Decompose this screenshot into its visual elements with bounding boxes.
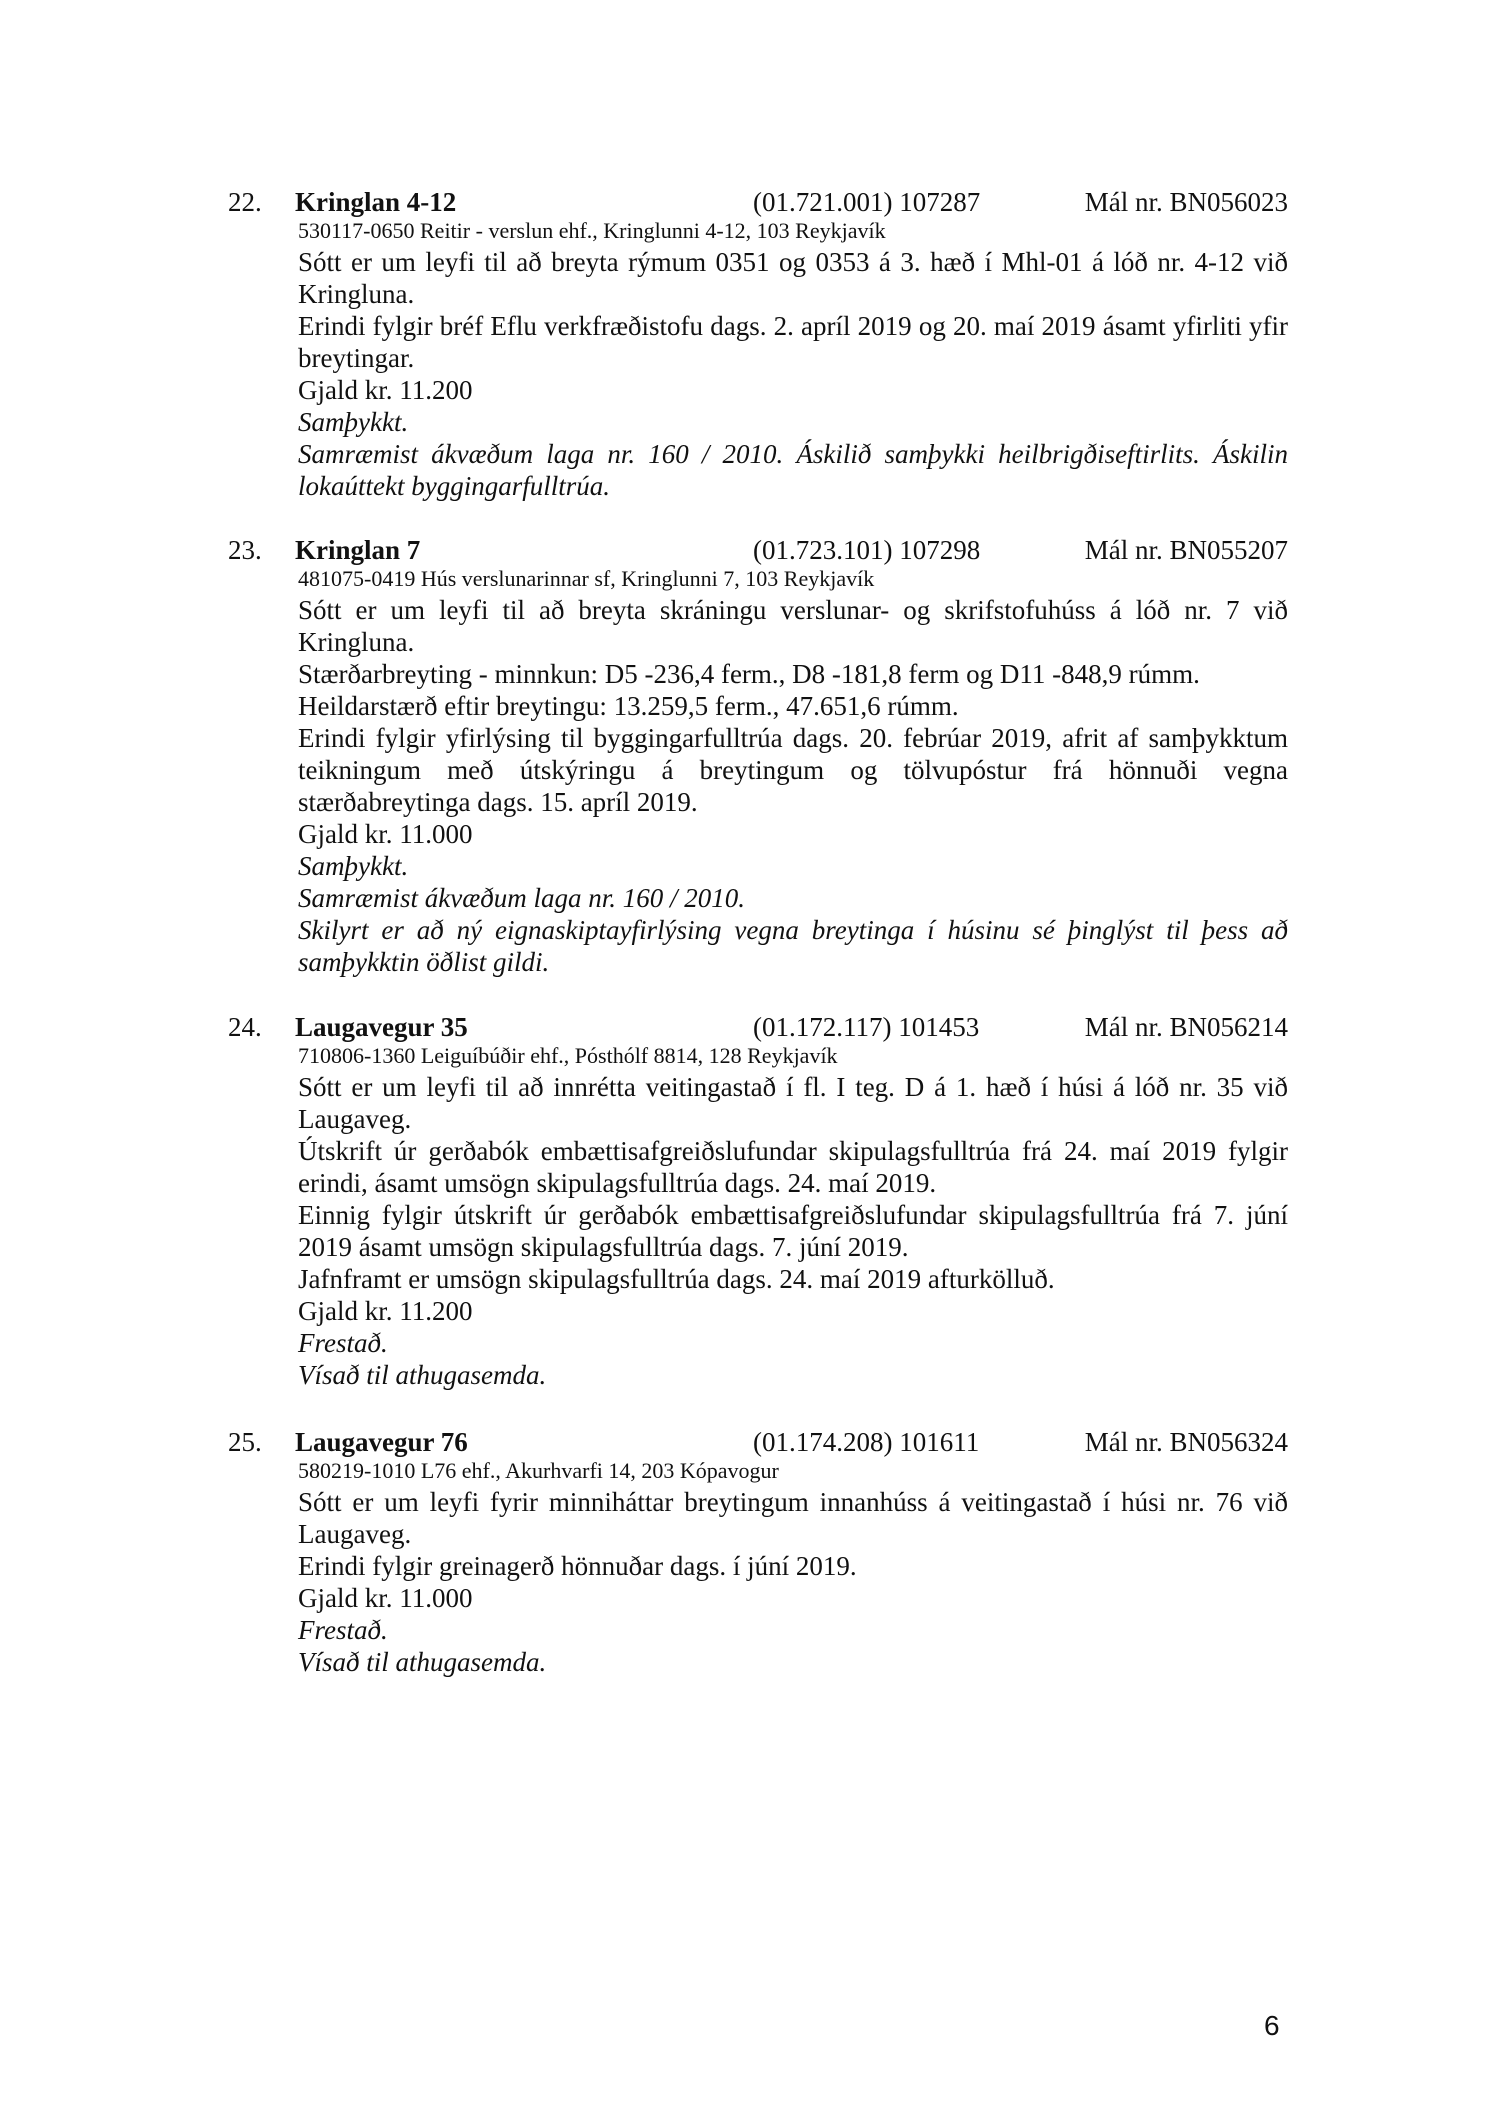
entry-text: Sótt er um leyfi fyrir minniháttar breytingum innanhúss á veitingastað í húsi nr. 76 við Laugaveg. [298,1487,1288,1549]
entry-fee: Gjald kr. 11.000 [298,1583,473,1613]
entry-23 [228,532,1288,978]
entry-text: Sótt er um leyfi til að breyta rýmum 0351 og 0353 á 3. hæð í Mhl-01 á lóð nr. 4-12 við Kringluna. [298,247,1288,309]
case-number: Mál nr. BN056324 [1084,1427,1288,1457]
entry-text: Stærðarbreyting - minnkun: D5 -236,4 ferm., D8 -181,8 ferm og D11 -848,9 rúmm. [298,659,1200,689]
entry-header [228,1424,1288,1460]
entry-reference: (01.723.101) 107298 [753,535,981,565]
entry-reference: (01.174.208) 101611 [753,1427,980,1457]
entry-22 [228,184,1288,502]
entry-text: Jafnframt er umsögn skipulagsfulltrúa dags. 24. maí 2019 afturkölluð. [298,1264,1055,1294]
entry-text: Útskrift úr gerðabók embættisafgreiðslufundar skipulagsfulltrúa frá 24. maí 2019 fylgir erindi, ásamt umsögn skipulagsfulltrúa dags. 24. maí 2019. [298,1136,1288,1198]
entry-number: 25. [228,1427,262,1457]
entry-fee: Gjald kr. 11.200 [298,1296,473,1326]
entry-25 [228,1424,1288,1678]
entry-text: Einnig fylgir útskrift úr gerðabók embættisafgreiðslufundar skipulagsfulltrúa frá 7. júní 2019 ásamt umsögn skipulagsfulltrúa dags. 7. júní 2019. [298,1200,1288,1262]
case-number: Mál nr. BN056023 [1084,187,1288,217]
entry-body [298,1041,1288,1391]
applicant: 530117-0650 Reitir - verslun ehf., Kringlunni 4-12, 103 Reykjavík [298,218,886,243]
entry-decision: Samþykkt. [298,851,409,881]
case-number: Mál nr. BN056214 [1084,1012,1288,1042]
entry-body [298,1456,1288,1678]
entry-header [228,1009,1288,1045]
entry-reference: (01.721.001) 107287 [753,187,981,217]
entry-body [298,564,1288,978]
page-number: 6 [1264,2010,1280,2041]
entry-decision: Vísað til athugasemda. [298,1360,547,1390]
entry-text: Sótt er um leyfi til að innrétta veitingastað í fl. I teg. D á 1. hæð í húsi á lóð nr. 35 við Laugaveg. [298,1072,1288,1134]
entry-title: Kringlan 7 [295,535,421,565]
entry-decision: Samræmist ákvæðum laga nr. 160 / 2010. Áskilið samþykki heilbrigðiseftirlits. Áskilin lokaúttekt byggingarfulltrúa. [298,439,1288,501]
entry-text: Sótt er um leyfi til að breyta skráningu verslunar- og skrifstofuhúss á lóð nr. 7 við Kringluna. [298,595,1288,657]
entry-body [298,216,1288,502]
entry-decision: Vísað til athugasemda. [298,1647,547,1677]
entry-number: 23. [228,535,262,565]
entry-decision: Frestað. [298,1615,388,1645]
entry-number: 24. [228,1012,262,1042]
entry-title: Laugavegur 76 [295,1427,468,1457]
entry-title: Laugavegur 35 [295,1012,468,1042]
entry-text: Erindi fylgir greinagerð hönnuðar dags. í júní 2019. [298,1551,857,1581]
entry-decision: Samþykkt. [298,407,409,437]
entry-text: Heildarstærð eftir breytingu: 13.259,5 ferm., 47.651,6 rúmm. [298,691,959,721]
entry-24 [228,1009,1288,1391]
entry-reference: (01.172.117) 101453 [753,1012,980,1042]
entry-header [228,184,1288,220]
entry-decision: Frestað. [298,1328,388,1358]
entry-header [228,532,1288,568]
applicant: 481075-0419 Hús verslunarinnar sf, Kringlunni 7, 103 Reykjavík [298,566,875,591]
entry-title: Kringlan 4-12 [295,187,457,217]
entry-fee: Gjald kr. 11.200 [298,375,473,405]
entry-decision: Samræmist ákvæðum laga nr. 160 / 2010. [298,883,746,913]
case-number: Mál nr. BN055207 [1084,535,1288,565]
applicant: 710806-1360 Leiguíbúðir ehf., Pósthólf 8814, 128 Reykjavík [298,1043,838,1068]
entry-number: 22. [228,187,262,217]
entry-text: Erindi fylgir bréf Eflu verkfræðistofu dags. 2. apríl 2019 og 20. maí 2019 ásamt yfirliti yfir breytingar. [298,311,1288,373]
applicant: 580219-1010 L76 ehf., Akurhvarfi 14, 203 Kópavogur [298,1458,779,1483]
entry-decision: Skilyrt er að ný eignaskiptayfirlýsing vegna breytinga í húsinu sé þinglýst til þess að samþykktin öðlist gildi. [298,915,1288,977]
entry-fee: Gjald kr. 11.000 [298,819,473,849]
entry-text: Erindi fylgir yfirlýsing til byggingarfulltrúa dags. 20. febrúar 2019, afrit af samþykktum teikningum með útskýringu á breytingum og tölvupóstur frá hönnuði vegna stærðabreytinga dags. 15. apríl 2019. [298,723,1288,817]
